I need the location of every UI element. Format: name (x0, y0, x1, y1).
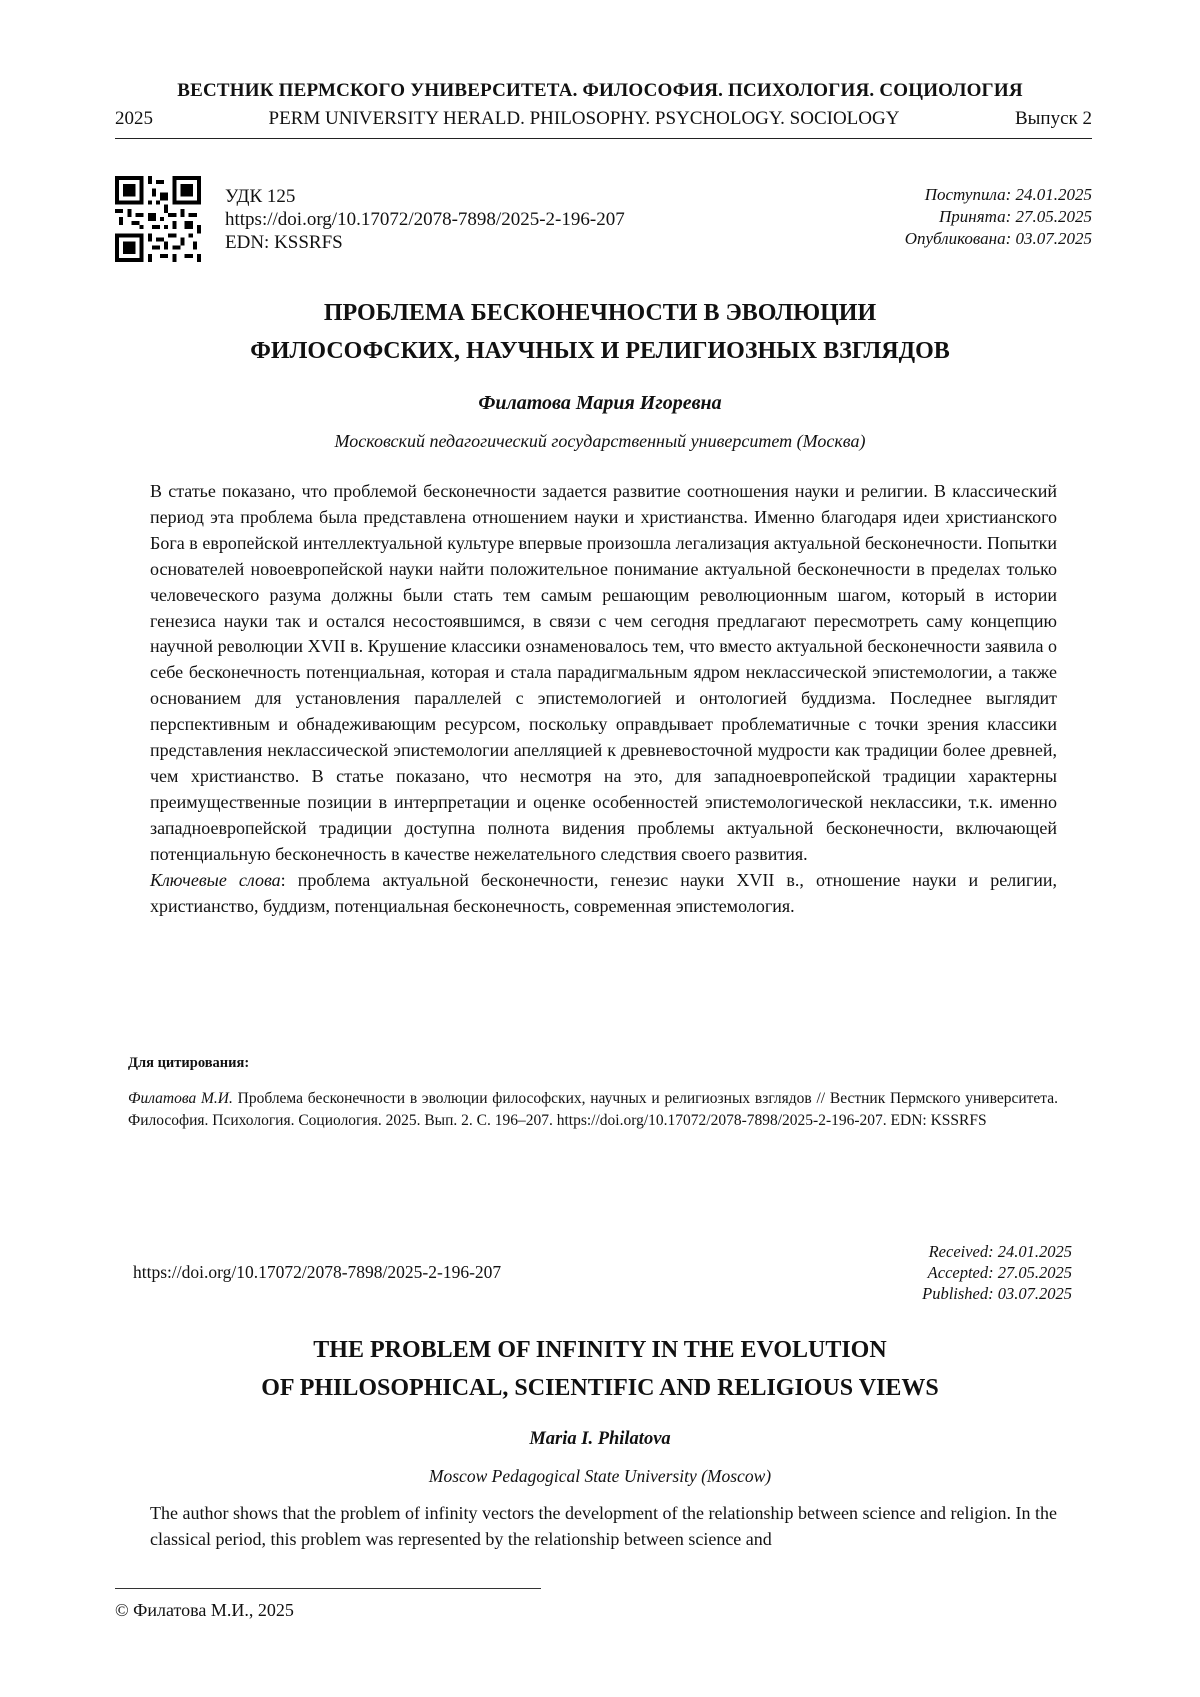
footnote-divider (115, 1588, 541, 1589)
affiliation-ru: Московский педагогический государственный университет (Москва) (334, 431, 866, 451)
keywords-label: Ключевые слова (150, 869, 281, 890)
keywords-text: : проблема актуальной бесконечности, генезис науки XVII в., отношение науки и религии, христианство, буддизм, потенциальная бесконечность, современная эпистемология. (150, 869, 1057, 916)
author-name-ru: Филатова Мария Игоревна (478, 392, 722, 414)
received-date-en: Received: 24.01.2025 (928, 1242, 1072, 1261)
article-meta (225, 185, 625, 254)
citation-author: Филатова М.И. (128, 1090, 233, 1107)
article-title-en (0, 1331, 1200, 1407)
journal-title-en: PERM UNIVERSITY HERALD. PHILOSOPHY. PSYCHOLOGY. SOCIOLOGY (268, 108, 900, 129)
copyright-notice: © Филатова М.И., 2025 (115, 1600, 294, 1620)
citation-body: Проблема бесконечности в эволюции философских, научных и религиозных взглядов // Вестник Пермского университета. Философия. Психология. Социология. 2025. Вып. 2. С. 196–207. https://doi.org/10.17072/2078-7898/2025-2-196-207. EDN: KSSRFS (128, 1090, 1058, 1129)
dates-en (922, 1241, 1072, 1304)
received-date-ru: Поступила: 24.01.2025 (924, 185, 1092, 204)
title-en-line2: OF PHILOSOPHICAL, SCIENTIFIC AND RELIGIOUS VIEWS (261, 1375, 939, 1401)
journal-issue: Выпуск 2 (1014, 108, 1092, 129)
edn-code: EDN: KSSRFS (225, 232, 343, 253)
title-ru-line2: ФИЛОСОФСКИХ, НАУЧНЫХ И РЕЛИГИОЗНЫХ ВЗГЛЯДОВ (250, 338, 950, 364)
article-title-ru (0, 294, 1200, 370)
published-date-en: Published: 03.07.2025 (922, 1284, 1072, 1303)
abstract-ru-text: В статье показано, что проблемой бесконечности задается развитие соотношения науки и религии. В классический период эта проблема была представлена отношением науки и христианства. Именно благодаря идеи христианского Бога в европейской интеллектуальной культуре впервые произошла легализация актуальной бесконечности. Попытки основателей новоевропейской науки найти положительное понимание актуальной бесконечности в пределах только человеческого разума должны были стать тем самым решающим революционным шагом, который в истории генезиса науки так и остался несостоявшимся, в связи с чем сегодня предлагают пересмотреть саму концепцию научной революции XVII в. Крушение классики ознаменовалось тем, что вместо актуальной бесконечности заявила о себе бесконечность потенциальная, которая и стала парадигмальным ядром неклассической эпистемологии, а также основанием для установления параллелей с эпистемологией и онтологией буддизма. Последнее выглядит перспективным и обнадеживающим ресурсом, поскольку оправдывает проблематичные с точки зрения классики представления неклассической эпистемологии апелляцией к древневосточной мудрости как традиции более древней, чем христианство. В статье показано, что несмотря на это, для западноевропейской традиции характерны преимущественные позиции в интерпретации и оценке особенностей эпистемологической неклассики, т.к. именно западноевропейской традиции доступна полнота видения проблемы актуальной бесконечности, включающей потенциальную бесконечность в качестве нежелательного следствия своего развития. (150, 481, 1057, 864)
udc-code: УДК 125 (225, 186, 296, 207)
citation-label: Для цитирования: (128, 1055, 250, 1071)
title-ru-line1: ПРОБЛЕМА БЕСКОНЕЧНОСТИ В ЭВОЛЮЦИИ (323, 300, 877, 326)
abstract-en: The author shows that the problem of infinity vectors the development of the relationship between science and religion. In the classical period, this problem was represented by the relationship between science and (150, 1503, 1057, 1549)
author-name-en: Maria I. Philatova (529, 1429, 671, 1449)
accepted-date-en: Accepted: 27.05.2025 (927, 1263, 1072, 1282)
affiliation-en: Moscow Pedagogical State University (Moscow) (428, 1466, 772, 1486)
journal-year: 2025 (115, 108, 153, 129)
journal-subline (115, 108, 1092, 130)
doi-link-en[interactable]: https://doi.org/10.17072/2078-7898/2025-2-196-207 (133, 1262, 502, 1282)
header-divider (115, 138, 1092, 139)
title-en-line1: THE PROBLEM OF INFINITY IN THE EVOLUTION (313, 1337, 887, 1363)
doi-link[interactable]: https://doi.org/10.17072/2078-7898/2025-2-196-207 (225, 209, 625, 230)
qr-code-icon (115, 176, 201, 262)
accepted-date-ru: Принята: 27.05.2025 (938, 207, 1092, 226)
published-date-ru: Опубликована: 03.07.2025 (904, 229, 1092, 248)
citation-text (128, 1088, 1058, 1132)
journal-title-ru: ВЕСТНИК ПЕРМСКОГО УНИВЕРСИТЕТА. ФИЛОСОФИЯ. ПСИХОЛОГИЯ. СОЦИОЛОГИЯ (177, 80, 1023, 101)
keywords-ru (150, 868, 1057, 920)
dates-ru (905, 184, 1092, 250)
abstract-ru (150, 479, 1057, 919)
